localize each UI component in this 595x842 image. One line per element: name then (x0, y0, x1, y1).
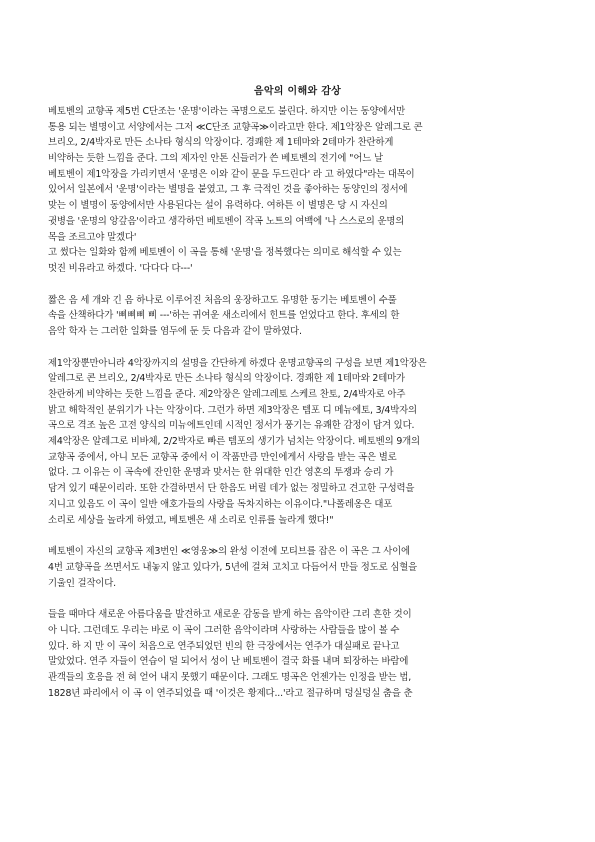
text-line: 없다. 그 이유는 이 곡속에 잔인한 운명과 맞서는 한 위대한 인간 영혼의 투쟁과 승리 가 (48, 467, 394, 479)
paragraph (48, 104, 548, 277)
text-line: 브리오, 2/4박자로 만든 소나타 형식의 악장이다. 경쾌한 제 1테마와 2테마가 찬란하게 (48, 137, 394, 149)
text-line: 제1악장뿐만아니라 4악장까지의 설명을 간단하게 하겠다 운명교향곡의 구성을 보면 제1악장은 (48, 357, 427, 369)
text-line: 교향곡 중에서, 아니 모든 교향곡 중에서 이 작품만큼 만인에게서 사랑을 받는 곡은 별로 (48, 451, 397, 463)
text-line: 짧은 음 세 개와 긴 음 하나로 이루어진 처음의 웅장하고도 유명한 동기는 베토벤이 수풀 (48, 294, 397, 306)
text-line: 들을 때마다 새로운 아름다움을 발견하고 새로운 감동을 받게 하는 음악이란 그리 흔한 것이 (48, 609, 412, 621)
paragraph (48, 356, 548, 529)
text-line: 있다. 하 지 만 이 곡이 처음으로 연주되었던 빈의 한 극장에서는 연주가 대실패로 끝나고 (48, 640, 400, 652)
text-line: 멋진 비유라고 하겠다. '다다다 다---' (48, 262, 193, 274)
text-line: 귓병을 '운명의 앙갚음'이라고 생각하던 베토벤이 작곡 노트의 여백에 '나 스스로의 운명의 (48, 215, 405, 227)
text-line: 말았었다. 연주 자들이 연습이 덜 되어서 성이 난 베토벤이 결국 화를 내며 퇴장하는 바람에 (48, 656, 409, 668)
text-line: 소리로 세상을 놀라게 하였고, 베토벤은 새 소리로 인류를 놀라게 했다!" (48, 514, 334, 526)
text-line: 1828년 파리에서 이 곡 이 연주되었을 때 '이것은 황제다...'라고 절규하며 덩실덩실 춤을 춘 (48, 687, 413, 699)
text-line: 고 썼다는 일화와 함께 베토벤이 이 곡을 통해 '운명'을 정복했다는 의미로 해석할 수 있는 (48, 247, 402, 259)
text-line: 베토벤이 제1악장을 가리키면서 '운명은 이와 같이 문을 두드린다' 라 고 하였다"라는 대목이 (48, 168, 415, 180)
paragraph (48, 607, 548, 701)
document-title: 음악의 이해와 감상 (253, 86, 342, 97)
paragraph (48, 544, 548, 591)
text-line: 음악 학자 는 그러한 일화를 염두에 둔 듯 다음과 같이 말하였다. (48, 325, 302, 337)
text-line: 목을 조르고야 말겠다' (48, 231, 137, 243)
text-line: 기울인 걸작이다. (48, 577, 117, 589)
text-line: 찬란하게 비약하는 듯한 느낌을 준다. 제2악장은 알레그레토 스케르 찬토, 2/4박자로 아주 (48, 389, 406, 400)
text-line: 맞는 이 별명이 동양에서만 사용된다는 설이 유력하다. 여하튼 이 별명은 당 시 자신의 (48, 200, 388, 212)
text-line: 있어서 일본에서 '운명'이라는 별명을 붙였고, 그 후 극적인 것을 좋아하는 동양인의 정서에 (48, 184, 408, 196)
text-line: 곡으로 격조 높은 고전 양식의 미뉴에트인데 시적인 정서가 풍기는 유쾌한 감정이 담겨 있다. (48, 420, 415, 432)
text-line: 밝고 해학적인 분위기가 나는 악장이다. 그런가 하면 제3악장은 템포 디 메뉴에토, 3/4박자의 (48, 404, 417, 416)
text-line: 아 니다. 그런데도 우리는 바로 이 곡이 그러한 음악이라며 사랑하는 사람들을 많이 볼 수 (48, 624, 400, 636)
document-body (48, 104, 548, 717)
text-line: 관객들의 호응을 전 혀 얻어 내지 못했기 때문이다. 그래도 명곡은 언젠가는 인정을 받는 법, (48, 672, 412, 683)
text-line: 비약하는 듯한 느낌을 준다. 그의 제자인 안톤 신들러가 쓴 베토벤의 전기에 "어느 날 (48, 153, 383, 165)
text-line: 속을 산책하다가 '삐삐삐 삐 ---'하는 귀여운 새소리에서 힌트를 얻었다고 한다. 후세의 한 (48, 310, 400, 322)
paragraph (48, 293, 548, 340)
text-line: 알레그로 콘 브리오, 2/4박자로 만든 소나타 형식의 악장이다. 경쾌한 제 1테마와 2테마가 (48, 373, 405, 385)
text-line: 4번 교향곡을 쓰면서도 내놓지 않고 있다가, 5년에 걸쳐 고치고 다듬어서 만들 정도로 심혈을 (48, 561, 418, 573)
text-line: 베토벤의 교향곡 제5번 C단조는 '운명'이라는 곡명으로도 불린다. 하지만 이는 동양에서만 (48, 106, 406, 117)
text-line: 제4악장은 알레그로 비바체, 2/2박자로 빠른 템포의 생기가 넘치는 악장이다. 베토벤의 9개의 (48, 436, 420, 448)
text-line: 베토벤이 자신의 교향곡 제3번인 ≪영웅≫의 완성 이전에 모티브를 잡은 이 곡은 그 사이에 (48, 546, 410, 558)
text-line: 담겨 있기 때문이리라. 또한 간결하면서 단 한음도 버릴 데가 없는 정밀하고 견고한 구성력을 (48, 483, 415, 495)
text-line: 지니고 있음도 이 곡이 일반 애호가들의 사랑을 독차지하는 이유이다."나폴레옹은 대포 (48, 498, 393, 510)
text-line: 통용 되는 별명이고 서양에서는 그저 ≪C단조 교향곡≫이라고만 한다. 제1악장은 알레그로 콘 (48, 121, 423, 133)
